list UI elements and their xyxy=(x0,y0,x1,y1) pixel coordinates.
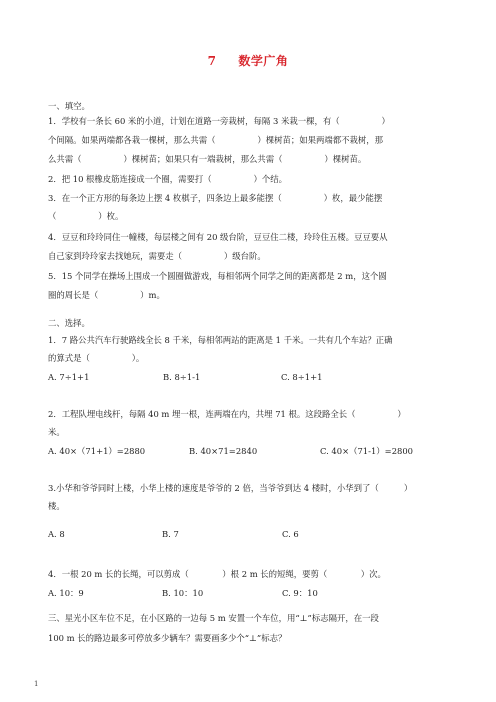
option-a: A. 10：9 xyxy=(48,588,84,598)
question-line: 4．豆豆和玲玲同住一幢楼，每层楼之间有 20 级台阶，豆豆住二楼，玲玲住五楼。豆豆要从 xyxy=(48,232,388,242)
section-heading-application: 三、星光小区车位不足，在小区路的一边每 5 m 安置一个车位，用“⊥”标志隔开，在一段 xyxy=(48,613,379,623)
option-b: B. 7 xyxy=(162,529,179,539)
question-line: 的算式是（ ）。 xyxy=(48,353,145,363)
option-a: A. 8 xyxy=(48,529,65,539)
question-line: 2．把 10 根橡皮筋连接成一个圈，需要打（ ）个结。 xyxy=(48,174,288,184)
question-line: 自己家到玲玲家去找她玩，需要走（ ）级台阶。 xyxy=(48,251,266,261)
option-c: C. 40×（71-1）=2800 xyxy=(320,446,414,456)
question-line: 么共需（ ）棵树苗；如果只有一端栽树，那么共需（ ）棵树苗。 xyxy=(48,154,367,164)
page-number: 1 xyxy=(34,680,39,688)
question-line: 1．学校有一条长 60 米的小道，计划在道路一旁栽树，每隔 3 米栽一棵，有（ ） xyxy=(48,116,390,126)
question-line: 4．一根 20 m 长的长绳，可以剪成（ ）根 2 m 长的短绳，要剪（ ）次。 xyxy=(48,569,386,579)
chapter-title: 数学广角 xyxy=(238,54,289,68)
question-line: 1．7 路公共汽车行驶路线全长 8 千米，每相邻两站的距离是 1 千米。一共有几个车站？正确 xyxy=(48,335,393,345)
question-line: 圈的周长是（ ）m。 xyxy=(48,290,165,300)
question-line: 楼。 xyxy=(48,501,65,511)
question-line: 米。 xyxy=(48,427,65,437)
option-a: A. 40×（71+1）=2880 xyxy=(48,446,146,456)
question-line: 100 m 长的路边最多可停放多少辆车？需要画多少个“⊥”标志？ xyxy=(48,633,287,643)
option-b: B. 8÷1-1 xyxy=(163,372,201,382)
option-c: C. 9：10 xyxy=(282,588,318,598)
section-heading-choice: 二、选择。 xyxy=(48,318,90,328)
question-line: 3．在一个正方形的每条边上摆 4 枚棋子，四条边上最多能摆（ ）枚，最少能摆 xyxy=(48,193,383,203)
question-line: 5．15 个同学在操场上围成一个圆圈做游戏，每相邻两个同学之间的距离都是 2 m，这个圆 xyxy=(48,271,387,281)
question-line: （ ）枚。 xyxy=(48,211,124,221)
option-a: A. 7÷1+1 xyxy=(48,372,90,382)
chapter-number: 7 xyxy=(207,54,217,68)
section-heading-fill-in: 一、填空。 xyxy=(48,101,90,111)
page-title xyxy=(0,52,496,69)
question-line: 个间隔。如果两端都各栽一棵树，那么共需（ ）棵树苗；如果两端都不栽树，那 xyxy=(48,135,383,145)
option-c: C. 8÷1+1 xyxy=(281,372,323,382)
question-line: 3.小华和爷爷同时上楼，小华上楼的速度是爷爷的 2 倍，当爷爷到达 4 楼时，小华到了（ ） xyxy=(48,483,413,493)
question-line: 2．工程队埋电线杆，每隔 40 m 埋一根，连两端在内，共埋 71 根。这段路全长（ ） xyxy=(48,409,406,419)
option-b: B. 40×71=2840 xyxy=(189,446,258,456)
option-b: B. 10：10 xyxy=(162,588,204,598)
option-c: C. 6 xyxy=(282,529,299,539)
